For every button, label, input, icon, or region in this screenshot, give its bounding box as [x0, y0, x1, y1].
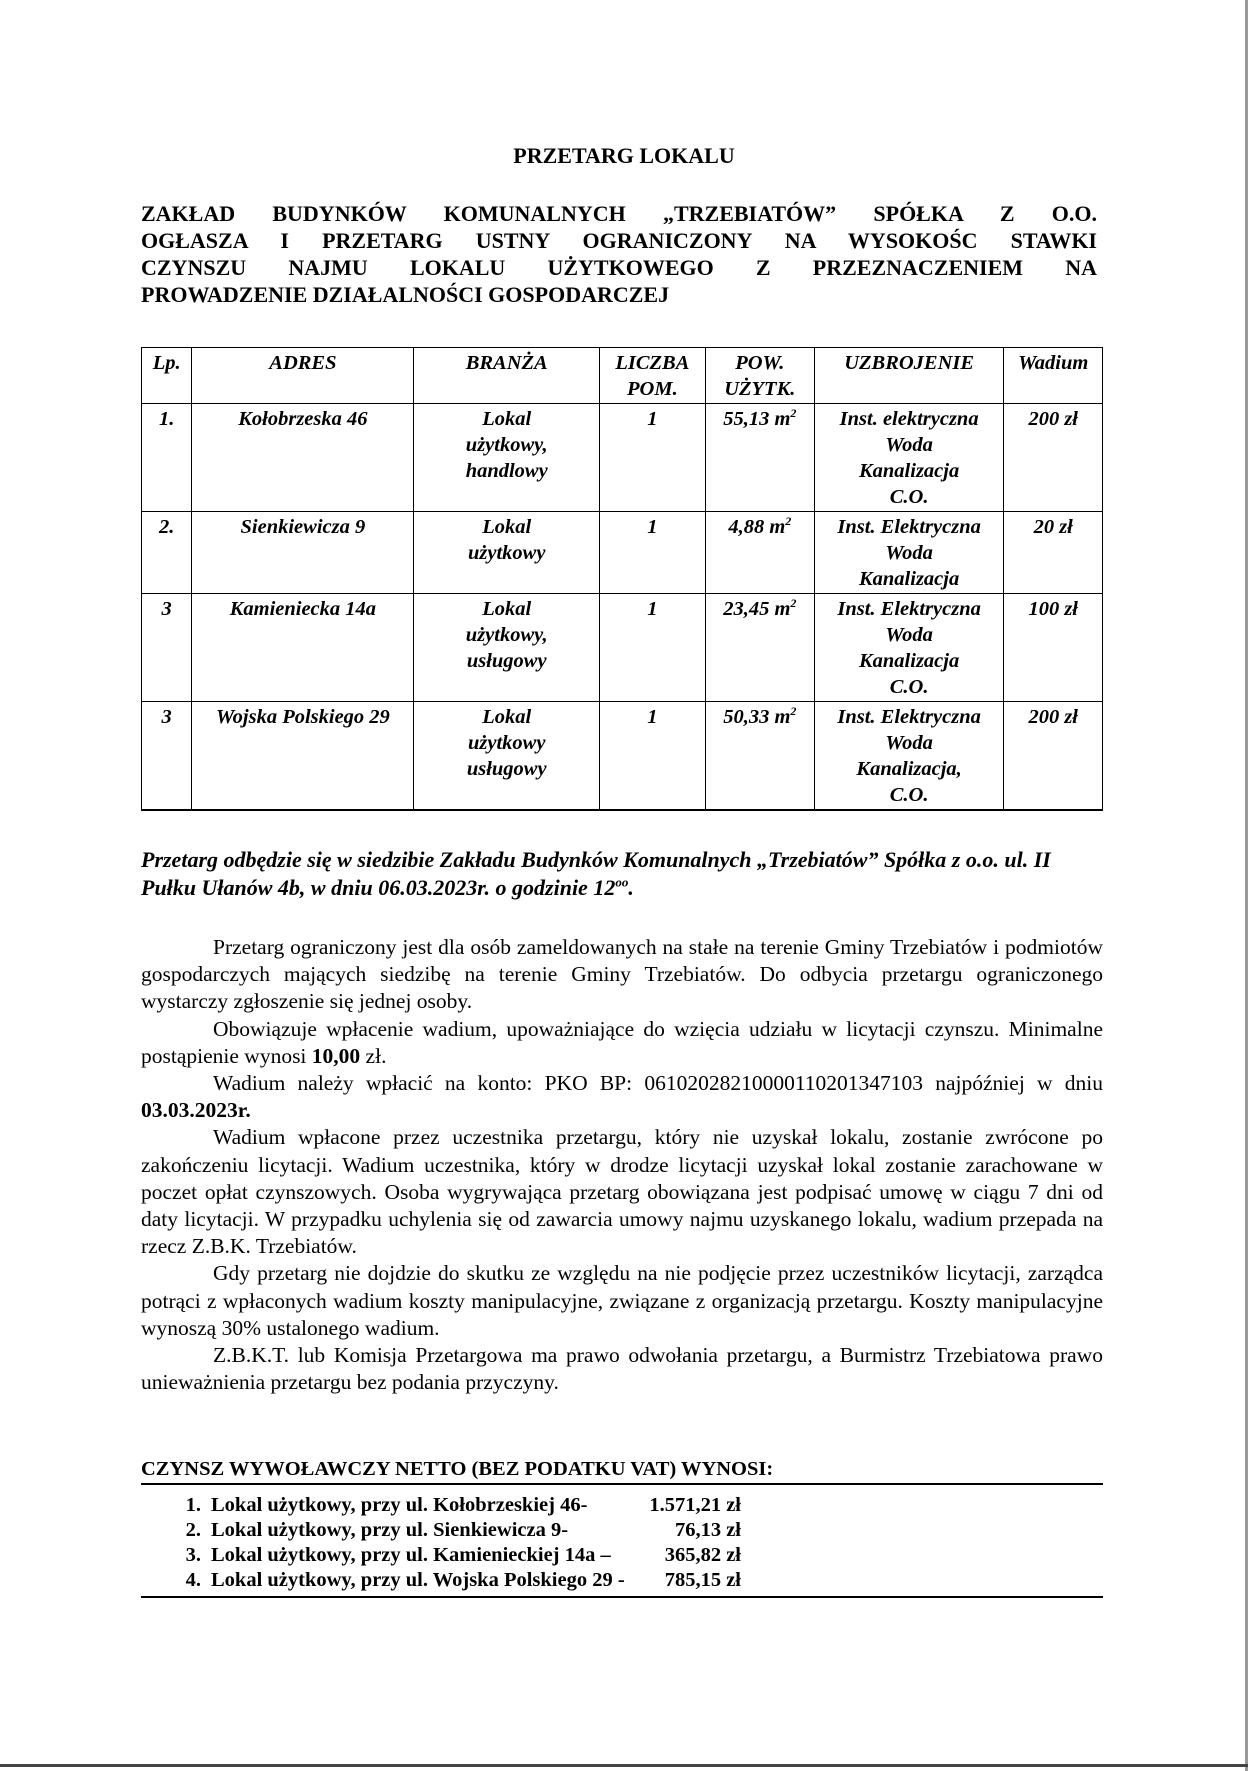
- terms-text: Wadium należy wpłacić na konto: PKO BP: 06102028210000110201347103 najpóźniej w dniu: [213, 1071, 1103, 1096]
- cell-branza: [414, 702, 599, 811]
- uzbrojenie-line: Kanalizacja: [858, 568, 960, 590]
- uzbrojenie-line: Kanalizacja: [858, 460, 960, 482]
- announcement-heading: [141, 200, 1097, 308]
- page-edge-bottom: [0, 1764, 1248, 1767]
- branza-line: Lokal: [482, 516, 532, 538]
- uzbrojenie-line: C.O.: [889, 784, 929, 806]
- branza-line: usługowy: [466, 650, 547, 672]
- pow-value: 55,13: [723, 408, 770, 430]
- pow-unit-exp: 2: [790, 704, 797, 719]
- cell-lp: 3: [142, 594, 192, 702]
- uzbrojenie-line: Woda: [885, 624, 933, 646]
- table-row: [142, 702, 1103, 811]
- cell-liczba: 1: [599, 594, 705, 702]
- cell-lp: 3: [142, 702, 192, 811]
- item-number: 2.: [185, 1519, 201, 1541]
- uzbrojenie-line: Inst. Elektryczna: [837, 516, 981, 538]
- heading-line: CZYNSZU NAJMU LOKALU UŻYTKOWEGO Z PRZEZNACZENIEM NA: [141, 255, 1097, 280]
- table-row: [142, 512, 1103, 594]
- pow-unit: m: [774, 408, 791, 430]
- list-item: [141, 1568, 1103, 1593]
- starting-rent-title: CZYNSZ WYWOŁAWCZY NETTO (BEZ PODATKU VAT) WYNOSI:: [141, 1458, 1103, 1485]
- header-branza: BRANŻA: [414, 348, 599, 404]
- header-adres: ADRES: [192, 348, 414, 404]
- cell-pow: [705, 404, 814, 512]
- heading-line: PROWADZENIE DZIAŁALNOŚCI GOSPODARCZEJ: [141, 282, 670, 307]
- header-wadium: Wadium: [1004, 348, 1103, 404]
- auction-venue-notice: [141, 846, 1103, 902]
- document-title: PRZETARG LOKALU: [513, 143, 735, 168]
- uzbrojenie-line: Kanalizacja: [858, 650, 960, 672]
- terms-paragraph: Przetarg ograniczony jest dla osób zameldowanych na stałe na terenie Gminy Trzebiatów i podmiotów gospodarczych mających siedzibę na terenie Gminy Trzebiatów. Do odbycia przetargu ograniczonego wystarczy zgłoszenie się jednej osoby.: [141, 935, 1103, 1014]
- min-increment: 10,00: [311, 1043, 361, 1068]
- terms-paragraph: [141, 1070, 1103, 1124]
- header-pow-uzytk: [705, 348, 814, 404]
- table-header-row: [142, 348, 1103, 404]
- list-item: [141, 1493, 1103, 1518]
- item-amount: 785,15 zł: [664, 1569, 741, 1591]
- cell-lp: 2.: [142, 512, 192, 594]
- cell-wadium: 20 zł: [1004, 512, 1103, 594]
- item-label: Lokal użytkowy, przy ul. Kamienieckiej 14a –: [211, 1544, 611, 1566]
- branza-line: usługowy: [466, 758, 547, 780]
- cell-adres: Wojska Polskiego 29: [192, 702, 414, 811]
- pow-value: 50,33: [723, 706, 770, 728]
- table-row: [142, 404, 1103, 512]
- cell-wadium: 100 zł: [1004, 594, 1103, 702]
- uzbrojenie-line: C.O.: [889, 676, 929, 698]
- cell-adres: Kołobrzeska 46: [192, 404, 414, 512]
- item-label: Lokal użytkowy, przy ul. Sienkiewicza 9-: [211, 1519, 569, 1541]
- cell-branza: [414, 512, 599, 594]
- cell-branza: [414, 594, 599, 702]
- header-pow-line1: POW.: [735, 352, 785, 374]
- item-amount: 1.571,21 zł: [649, 1494, 741, 1516]
- branza-line: użytkowy: [467, 732, 546, 754]
- item-number: 1.: [185, 1494, 201, 1516]
- header-lp: Lp.: [142, 348, 192, 404]
- terms-paragraph: Wadium wpłacone przez uczestnika przetargu, który nie uzyskał lokalu, zostanie zwrócone po zakończeniu licytacji. Wadium uczestnika, który w drodze licytacji uzyskał lokal zostanie zarachowane w poczet opłat czynszowych. Osoba wygrywająca przetarg obowiązana jest podpisać umowę w ciągu 7 dni od daty licytacji. W przypadku uchylenia się od zawarcia umowy najmu uzyskanego lokalu, wadium przepada na rzecz Z.B.K. Trzebiatów.: [141, 1125, 1103, 1259]
- premises-table: [141, 347, 1103, 811]
- pow-unit-exp: 2: [790, 596, 797, 611]
- header-liczba-pom: [599, 348, 705, 404]
- item-label: Lokal użytkowy, przy ul. Kołobrzeskiej 46-: [211, 1494, 588, 1516]
- cell-uzbrojenie: [814, 512, 1004, 594]
- cell-adres: Sienkiewicza 9: [192, 512, 414, 594]
- pow-value: 23,45: [723, 598, 770, 620]
- header-pow-line2: UŻYTK.: [724, 378, 796, 400]
- branza-line: Lokal: [482, 598, 532, 620]
- heading-line: ZAKŁAD BUDYNKÓW KOMUNALNYCH „TRZEBIATÓW” SPÓŁKA Z O.O.: [141, 201, 1097, 226]
- item-amount: 365,82 zł: [664, 1544, 741, 1566]
- item-number: 3.: [185, 1544, 201, 1566]
- venue-time-minutes: oo: [615, 874, 629, 890]
- uzbrojenie-line: Inst. Elektryczna: [837, 706, 981, 728]
- pow-unit: m: [774, 706, 791, 728]
- terms-paragraph: [141, 1016, 1103, 1070]
- item-amount: 76,13 zł: [674, 1519, 741, 1541]
- cell-branza: [414, 404, 599, 512]
- header-uzbrojenie: UZBROJENIE: [814, 348, 1004, 404]
- branza-line: Lokal: [482, 408, 532, 430]
- uzbrojenie-line: Inst. elektryczna: [839, 408, 979, 430]
- cell-uzbrojenie: [814, 594, 1004, 702]
- pow-unit-exp: 2: [790, 406, 797, 421]
- uzbrojenie-line: C.O.: [889, 486, 929, 508]
- header-liczba-line1: LICZBA: [615, 352, 690, 374]
- branza-line: użytkowy: [467, 542, 546, 564]
- cell-uzbrojenie: [814, 702, 1004, 811]
- branza-line: użytkowy,: [465, 624, 548, 646]
- cell-adres: Kamieniecka 14a: [192, 594, 414, 702]
- uzbrojenie-line: Woda: [885, 542, 933, 564]
- branza-line: handlowy: [465, 460, 548, 482]
- uzbrojenie-line: Inst. Elektryczna: [837, 598, 981, 620]
- cell-pow: [705, 702, 814, 811]
- table-row: [142, 594, 1103, 702]
- cell-pow: [705, 512, 814, 594]
- uzbrojenie-line: Kanalizacja,: [856, 758, 962, 780]
- cell-liczba: 1: [599, 512, 705, 594]
- terms-text: Obowiązuje wpłacenie wadium, upoważniające do wzięcia udziału w licytacji czynszu. Minimalne postąpienie wynosi: [141, 1016, 1103, 1068]
- uzbrojenie-line: Woda: [885, 732, 933, 754]
- heading-line: OGŁASZA I PRZETARG USTNY OGRANICZONY NA WYSOKOŚC STAWKI: [141, 228, 1097, 253]
- venue-text: Przetarg odbędzie się w siedzibie Zakładu Budynków Komunalnych „Trzebiatów” Spółka z o.o. ul. II Pułku Ułanów 4b, w dniu 06.03.2023r. o godzinie 12: [141, 847, 1051, 900]
- cell-uzbrojenie: [814, 404, 1004, 512]
- branza-line: użytkowy,: [465, 434, 548, 456]
- pow-unit-exp: 2: [785, 514, 792, 529]
- item-label: Lokal użytkowy, przy ul. Wojska Polskiego 29 -: [211, 1569, 625, 1591]
- cell-wadium: 200 zł: [1004, 404, 1103, 512]
- pow-unit: m: [774, 598, 791, 620]
- auction-terms: [141, 934, 1103, 1396]
- list-item: [141, 1543, 1103, 1568]
- pow-unit: m: [769, 516, 786, 538]
- deposit-deadline: 03.03.2023r.: [141, 1098, 251, 1123]
- cell-lp: 1.: [142, 404, 192, 512]
- venue-end: .: [628, 875, 634, 900]
- uzbrojenie-line: Woda: [885, 434, 933, 456]
- pow-value: 4,88: [728, 516, 765, 538]
- item-number: 4.: [185, 1569, 201, 1591]
- terms-text: zł.: [360, 1043, 387, 1068]
- terms-paragraph: Gdy przetarg nie dojdzie do skutku ze względu na nie podjęcie przez uczestników licytacji, zarządca potrąci z wpłaconych wadium koszty manipulacyjne, związane z organizacją przetargu. Koszty manipulacyjne wynoszą 30% ustalonego wadium.: [141, 1261, 1103, 1340]
- terms-paragraph: Z.B.K.T. lub Komisja Przetargowa ma prawo odwołania przetargu, a Burmistrz Trzebiatowa prawo unieważnienia przetargu bez podania przyczyny.: [141, 1343, 1103, 1395]
- cell-liczba: 1: [599, 404, 705, 512]
- cell-wadium: 200 zł: [1004, 702, 1103, 811]
- cell-pow: [705, 594, 814, 702]
- cell-liczba: 1: [599, 702, 705, 811]
- branza-line: Lokal: [482, 706, 532, 728]
- header-liczba-line2: POM.: [627, 378, 678, 400]
- starting-rent-list: [141, 1493, 1103, 1598]
- list-item: [141, 1518, 1103, 1543]
